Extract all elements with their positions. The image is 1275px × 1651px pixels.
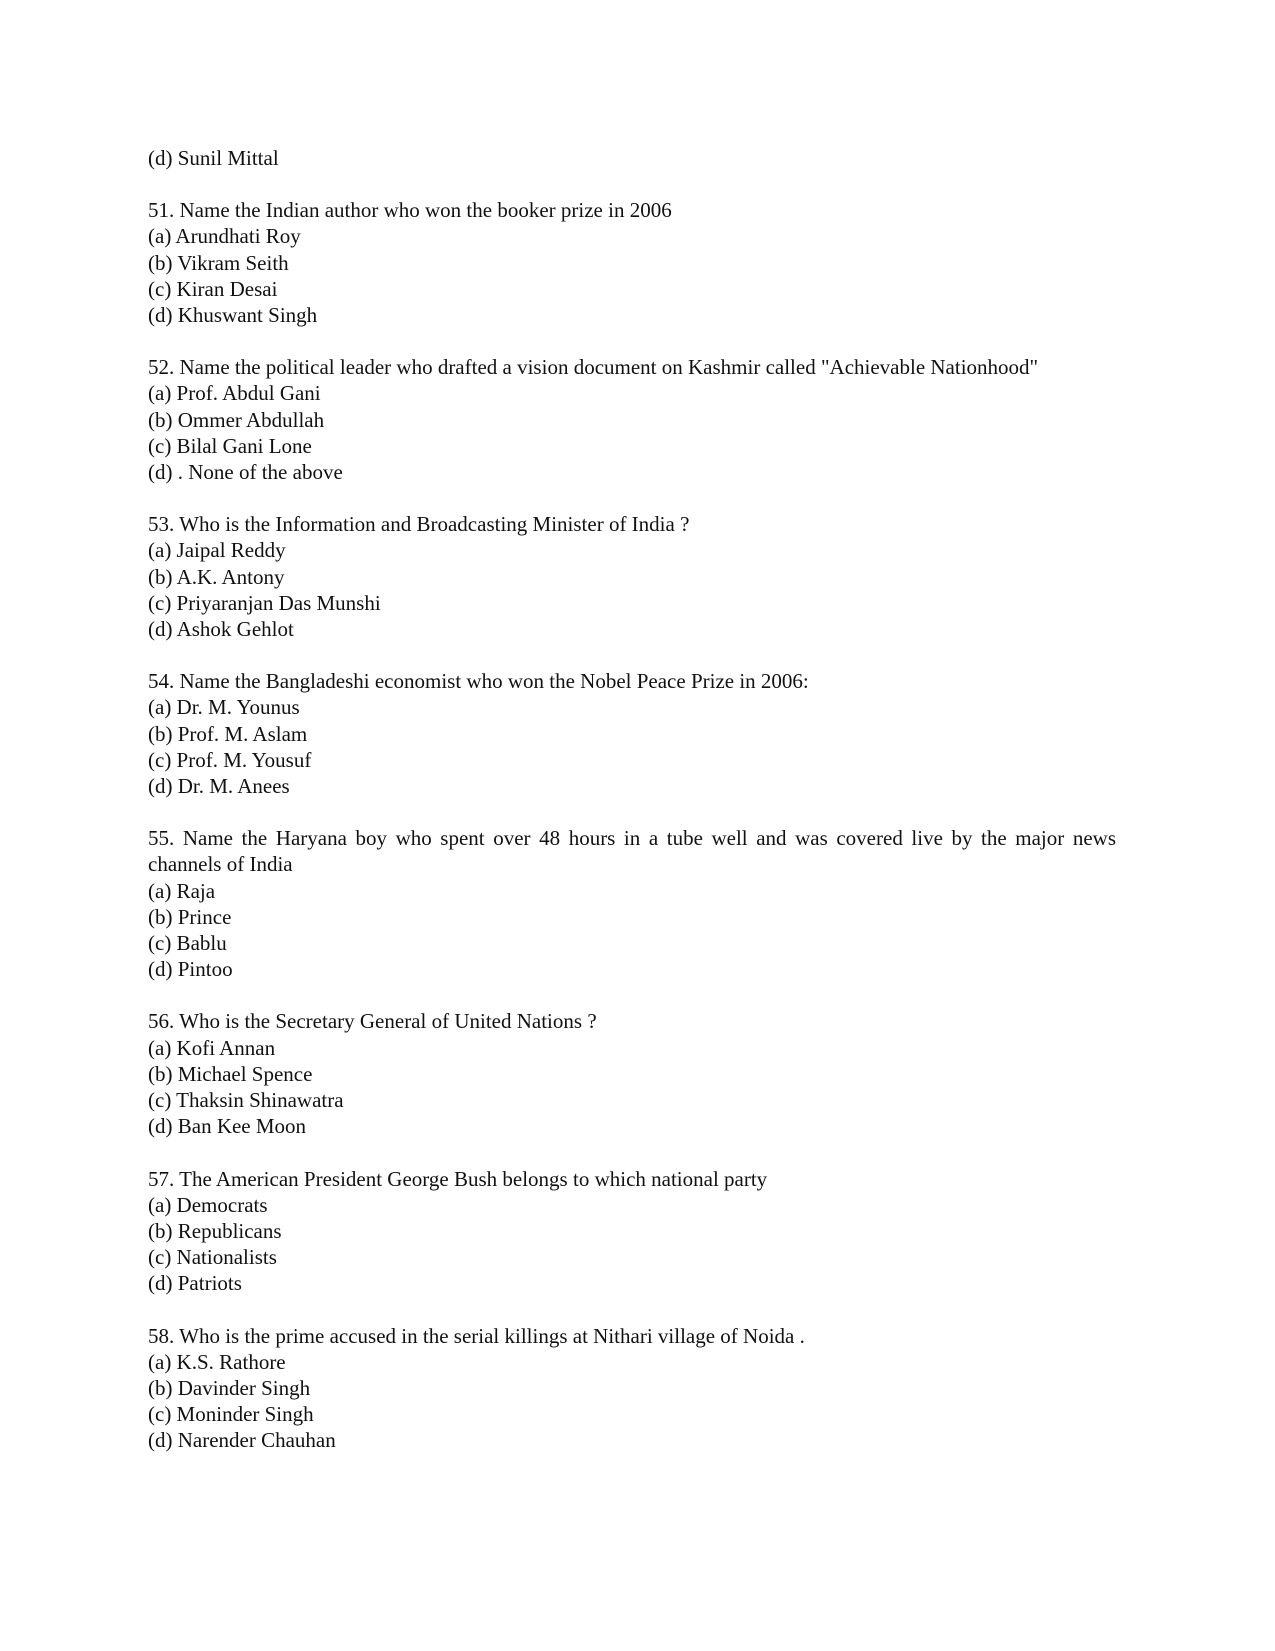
question-52	[148, 354, 1116, 485]
answer-options	[148, 878, 1116, 983]
question-text: 57. The American President George Bush belongs to which national party	[148, 1166, 768, 1191]
answer-options	[148, 1192, 1116, 1297]
question-58	[148, 1323, 1116, 1454]
option-d: (d) Pintoo	[148, 957, 233, 982]
option-c: (c) Priyaranjan Das Munshi	[148, 590, 381, 615]
question-text: 54. Name the Bangladeshi economist who won the Nobel Peace Prize in 2006:	[148, 669, 809, 694]
continuation-option: (d) Sunil Mittal	[148, 146, 279, 170]
option-d: (d) Narender Chauhan	[148, 1428, 336, 1453]
question-text: 55. Name the Haryana boy who spent over 48 hours in a tube well and was covered live by the major news channels of India	[148, 826, 1116, 877]
option-b: (b) A.K. Antony	[148, 564, 285, 589]
question-53	[148, 511, 1116, 642]
option-b: (b) Davinder Singh	[148, 1375, 311, 1400]
question-text: 56. Who is the Secretary General of United Nations ?	[148, 1009, 597, 1034]
option-a: (a) Prof. Abdul Gani	[148, 381, 321, 406]
option-d: (d) Patriots	[148, 1271, 242, 1296]
question-51	[148, 197, 1116, 328]
option-b: (b) Republicans	[148, 1218, 282, 1243]
option-d: (d) Ashok Gehlot	[148, 617, 294, 642]
question-text: 51. Name the Indian author who won the booker prize in 2006	[148, 198, 672, 223]
option-b: (b) Ommer Abdullah	[148, 407, 325, 432]
option-b: (b) Michael Spence	[148, 1061, 313, 1086]
option-c: (c) Bilal Gani Lone	[148, 433, 312, 458]
question-54	[148, 668, 1116, 799]
option-c: (c) Kiran Desai	[148, 276, 278, 301]
option-c: (c) Moninder Singh	[148, 1402, 314, 1427]
option-d: (d) Khuswant Singh	[148, 303, 318, 328]
question-57	[148, 1166, 1116, 1297]
option-a: (a) K.S. Rathore	[148, 1349, 286, 1374]
question-56	[148, 1008, 1116, 1139]
option-a: (a) Dr. M. Younus	[148, 695, 300, 720]
option-c: (c) Prof. M. Yousuf	[148, 747, 312, 772]
option-c: (c) Thaksin Shinawatra	[148, 1088, 344, 1113]
answer-options	[148, 1035, 1116, 1140]
answer-options	[148, 1349, 1116, 1454]
option-d: (d) Ban Kee Moon	[148, 1114, 307, 1139]
answer-options	[148, 380, 1116, 485]
question-text: 53. Who is the Information and Broadcasting Minister of India ?	[148, 512, 690, 537]
option-a: (a) Kofi Annan	[148, 1035, 276, 1060]
option-b: (b) Prince	[148, 904, 232, 929]
option-a: (a) Arundhati Roy	[148, 224, 301, 249]
question-text: 58. Who is the prime accused in the serial killings at Nithari village of Noida .	[148, 1323, 805, 1348]
option-b: (b) Prof. M. Aslam	[148, 721, 308, 746]
option-d: (d) . None of the above	[148, 460, 343, 485]
option-a: (a) Jaipal Reddy	[148, 538, 286, 563]
option-b: (b) Vikram Seith	[148, 250, 289, 275]
option-c: (c) Nationalists	[148, 1245, 277, 1270]
question-55	[148, 825, 1116, 982]
option-a: (a) Raja	[148, 878, 216, 903]
answer-options	[148, 223, 1116, 328]
option-d: (d) Dr. M. Anees	[148, 774, 290, 799]
question-text: 52. Name the political leader who drafted a vision document on Kashmir called "Achievable Nationhood"	[148, 355, 1039, 380]
option-c: (c) Bablu	[148, 931, 227, 956]
answer-options	[148, 537, 1116, 642]
option-a: (a) Democrats	[148, 1192, 268, 1217]
document-page	[148, 145, 1116, 1454]
answer-options	[148, 694, 1116, 799]
